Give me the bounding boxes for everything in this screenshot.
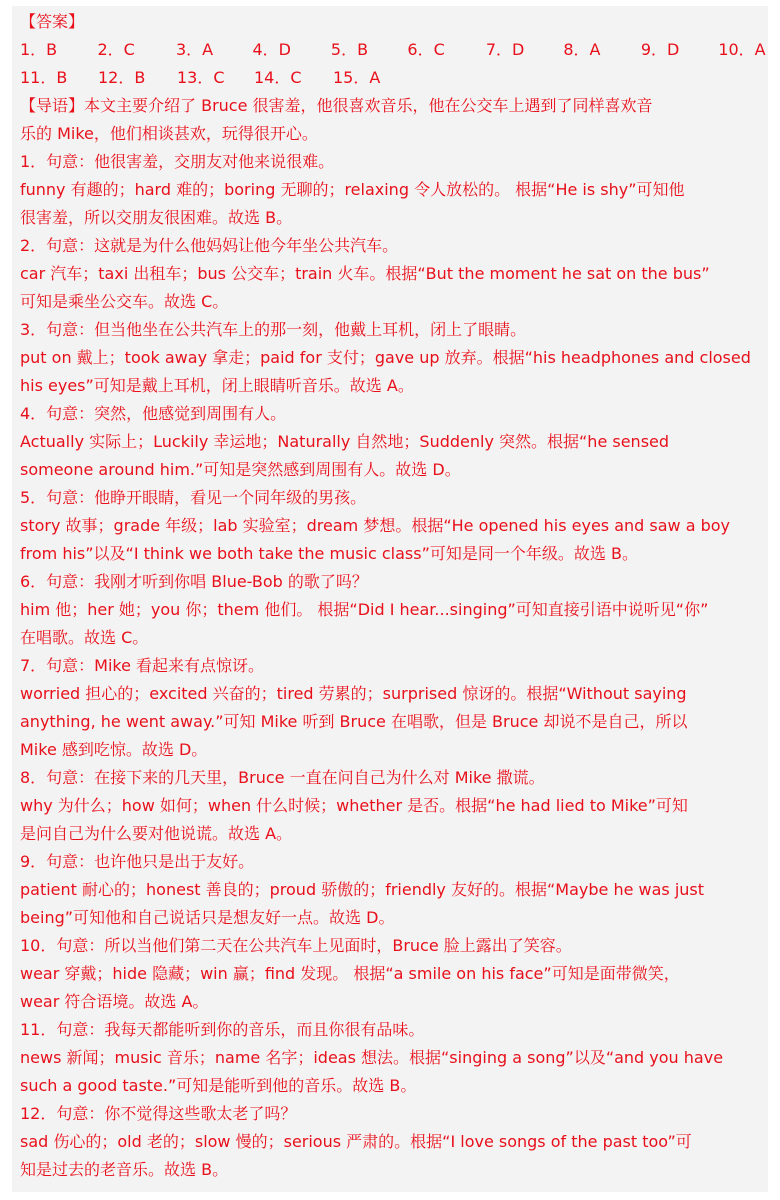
explanation-line: Actually 实际上；Luckily 幸运地；Naturally 自然地；Suddenly 突然。根据“he sensed xyxy=(20,432,670,451)
explanation-line: 6．句意：我刚才听到你唱 Blue-Bob 的歌了吗？ xyxy=(20,572,368,591)
explanation-line: such a good taste.”可知是能听到他的音乐。故选 B。 xyxy=(20,1076,417,1095)
explanation-line: someone around him.”可知是突然感到周围有人。故选 D。 xyxy=(20,460,461,479)
answer-key-row-1 xyxy=(20,36,768,64)
answer-item: 2．C xyxy=(97,40,135,59)
explanation-body xyxy=(20,92,768,1184)
explanation-line: 11．句意：我每天都能听到你的音乐，而且你很有品味。 xyxy=(20,1020,425,1039)
explanation-line: 1．句意：他很害羞，交朋友对他来说很难。 xyxy=(20,152,335,171)
explanation-line: 【导语】本文主要介绍了 Bruce 很害羞，他很喜欢音乐，他在公交车上遇到了同样喜欢音 xyxy=(20,96,653,115)
explanation-line: his eyes”可知是戴上耳机，闭上眼睛听音乐。故选 A。 xyxy=(20,376,414,395)
answer-item: 7．D xyxy=(485,40,525,59)
explanation-line: from his”以及“I think we both take the music class”可知是同一个年级。故选 B。 xyxy=(20,544,638,563)
explanation-line: story 故事；grade 年级；lab 实验室；dream 梦想。根据“He opened his eyes and saw a boy xyxy=(20,516,731,535)
explanation-line: 2．句意：这就是为什么他妈妈让他今年坐公共汽车。 xyxy=(20,236,399,255)
explanation-line: 8．句意：在接下来的几天里，Bruce 一直在问自己为什么对 Mike 撒谎。 xyxy=(20,768,545,787)
explanation-line: 5．句意：他睁开眼睛，看见一个同年级的男孩。 xyxy=(20,488,367,507)
explanation-line: 在唱歌。故选 C。 xyxy=(20,628,149,647)
explanation-line: anything, he went away.”可知 Mike 听到 Bruce 在唱歌，但是 Bruce 却说不是自己，所以 xyxy=(20,712,688,731)
explanation-line: wear 穿戴；hide 隐藏；win 赢；find 发现。 根据“a smile on his face”可知是面带微笑， xyxy=(20,964,680,983)
answer-item: 6．C xyxy=(407,40,445,59)
explanation-line: 12．句意：你不觉得这些歌太老了吗？ xyxy=(20,1104,297,1123)
explanation-line: 很害羞，所以交朋友很困难。故选 B。 xyxy=(20,208,293,227)
answer-item: 15．A xyxy=(333,68,381,87)
explanation-line: funny 有趣的；hard 难的；boring 无聊的；relaxing 令人放松的。 根据“He is shy”可知他 xyxy=(20,180,685,199)
explanation-line: him 他；her 她；you 你；them 他们。 根据“Did I hear...singing”可知直接引语中说听见“你” xyxy=(20,600,709,619)
explanation-line: wear 符合语境。故选 A。 xyxy=(20,992,209,1011)
answer-item: 14．C xyxy=(254,68,302,87)
explanation-line: 知是过去的老音乐。故选 B。 xyxy=(20,1160,229,1179)
answer-item: 12．B xyxy=(98,68,146,87)
answer-item: 9．D xyxy=(640,40,680,59)
explanation-line: 9．句意：也许他只是出于友好。 xyxy=(20,852,255,871)
explanation-line: car 汽车；taxi 出租车；bus 公交车；train 火车。根据“But the moment he sat on the bus” xyxy=(20,264,710,283)
answer-item: 10．A xyxy=(718,40,766,59)
explanation-line: being”可知他和自己说话只是想友好一点。故选 D。 xyxy=(20,908,395,927)
answer-item: 3．A xyxy=(175,40,214,59)
explanation-line: news 新闻；music 音乐；name 名字；ideas 想法。根据“singing a song”以及“and you have xyxy=(20,1048,724,1067)
answer-item: 8．A xyxy=(563,40,601,59)
explanation-line: 4．句意：突然，他感觉到周围有人。 xyxy=(20,404,287,423)
answer-key-row-2 xyxy=(20,64,768,92)
explanation-line: patient 耐心的；honest 善良的；proud 骄傲的；friendly 友好的。根据“Maybe he was just xyxy=(20,880,705,899)
explanation-line: 可知是乘坐公交车。故选 C。 xyxy=(20,292,229,311)
answer-item: 5．B xyxy=(330,40,369,59)
explanation-line: sad 伤心的；old 老的；slow 慢的；serious 严肃的。根据“I love songs of the past too”可 xyxy=(20,1132,692,1151)
explanation-line: Mike 感到吃惊。故选 D。 xyxy=(20,740,208,759)
answer-item: 11．B xyxy=(20,68,68,87)
answer-item: 4．D xyxy=(252,40,291,59)
explanation-line: 7．句意：Mike 看起来有点惊讶。 xyxy=(20,656,265,675)
explanation-line: 乐的 Mike，他们相谈甚欢，玩得很开心。 xyxy=(20,124,318,143)
answer-explanation-page xyxy=(12,6,768,1192)
explanation-line: 是问自己为什么要对他说谎。故选 A。 xyxy=(20,824,293,843)
explanation-line: 10．句意：所以当他们第二天在公共汽车上见面时，Bruce 脸上露出了笑容。 xyxy=(20,936,572,955)
explanation-line: 3．句意：但当他坐在公共汽车上的那一刻，他戴上耳机，闭上了眼睛。 xyxy=(20,320,527,339)
answer-heading: 【答案】 xyxy=(20,12,85,31)
explanation-line: worried 担心的；excited 兴奋的；tired 劳累的；surprised 惊讶的。根据“Without saying xyxy=(20,684,687,703)
explanation-line: put on 戴上；took away 拿走；paid for 支付；gave up 放弃。根据“his headphones and closed xyxy=(20,348,751,367)
explanation-line: why 为什么；how 如何；when 什么时候；whether 是否。根据“he had lied to Mike”可知 xyxy=(20,796,688,815)
answer-item: 13．C xyxy=(177,68,225,87)
answer-item: 1．B xyxy=(20,40,58,59)
